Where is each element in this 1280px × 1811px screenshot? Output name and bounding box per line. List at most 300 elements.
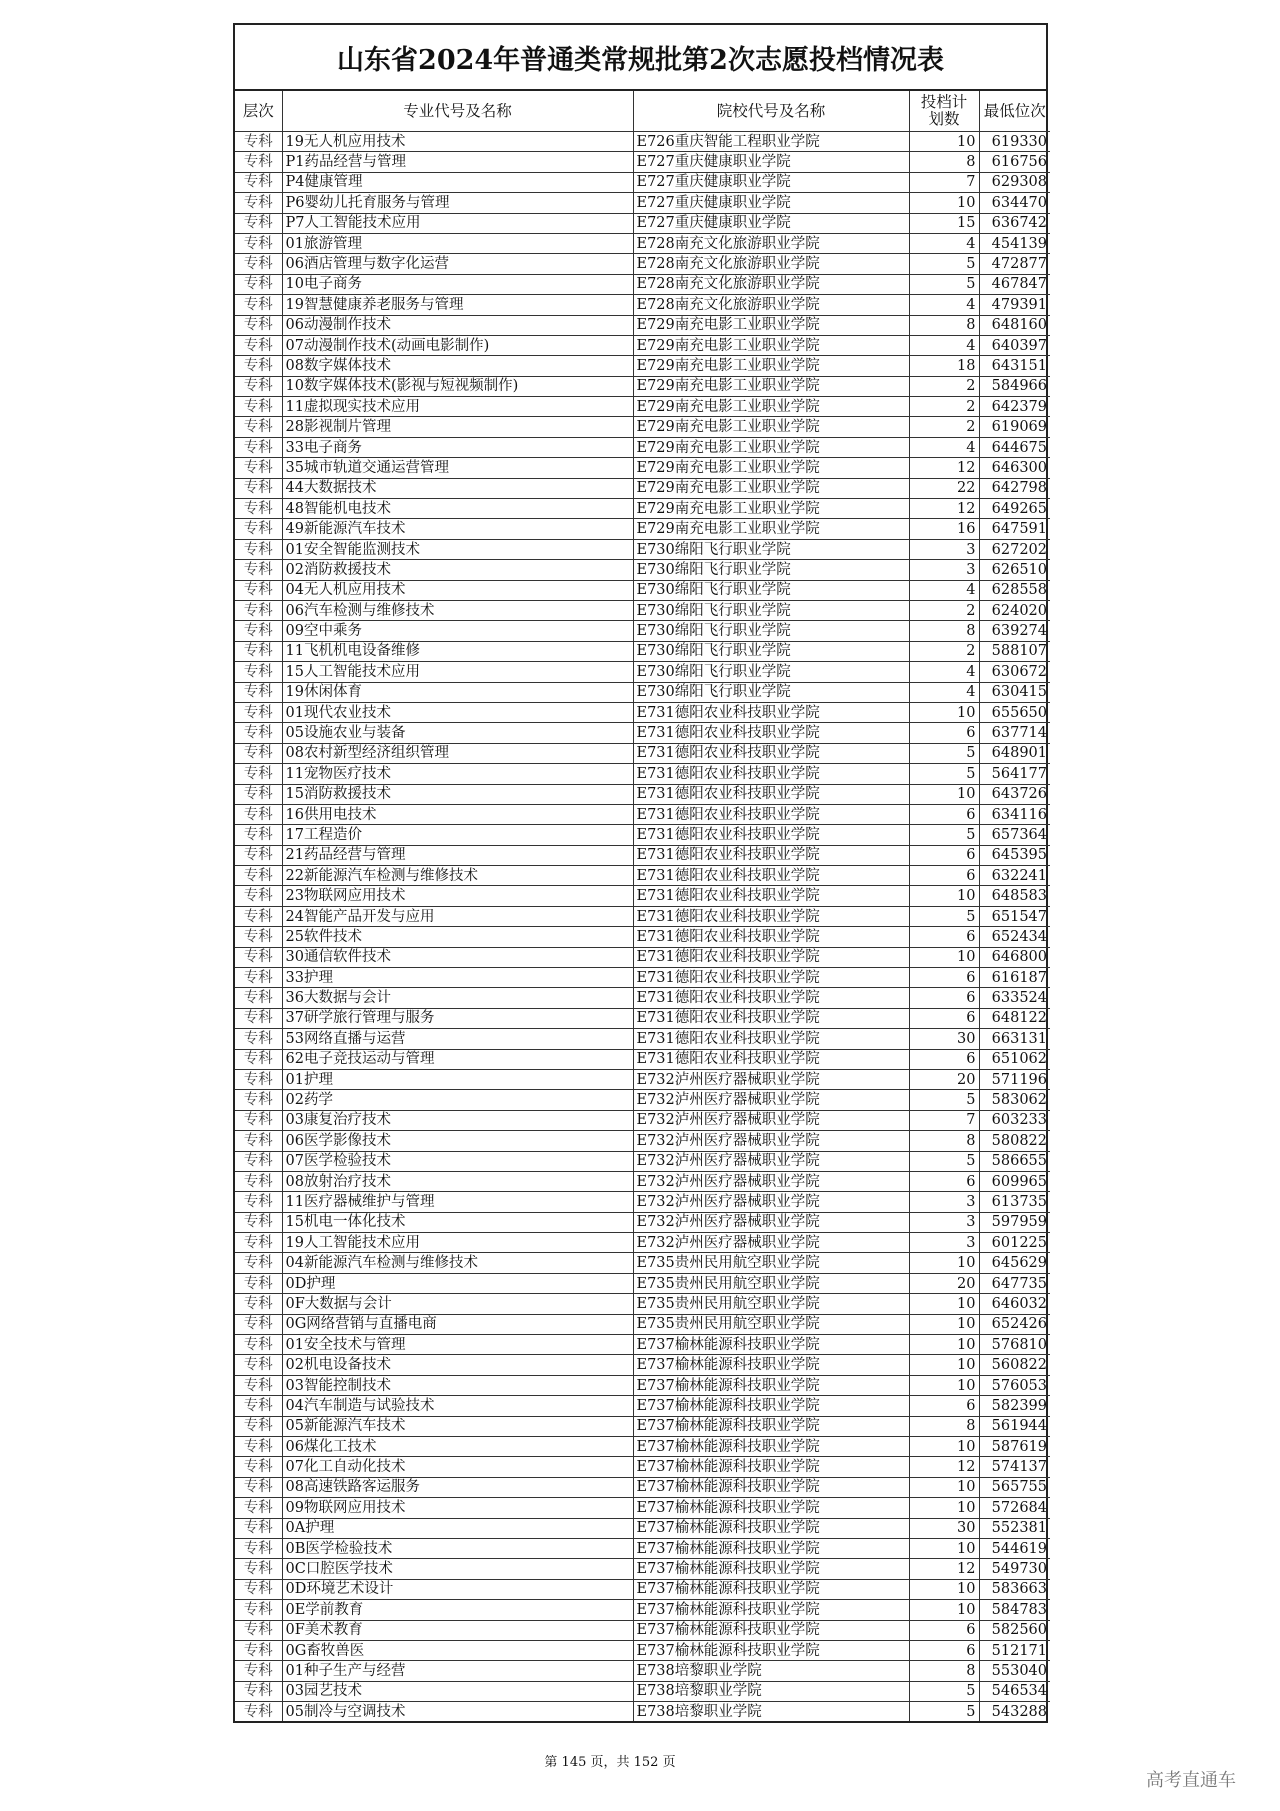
cell-level: 专科 bbox=[235, 1253, 282, 1273]
cell-rank: 633524 bbox=[979, 988, 1050, 1008]
cell-rank: 646300 bbox=[979, 458, 1050, 478]
cell-rank: 629308 bbox=[979, 172, 1050, 192]
table-row bbox=[235, 866, 1050, 886]
cell-rank: 454139 bbox=[979, 233, 1050, 253]
cell-school: E735贵州民用航空职业学院 bbox=[633, 1273, 909, 1293]
cell-school: E731德阳农业科技职业学院 bbox=[633, 845, 909, 865]
table-row bbox=[235, 335, 1050, 355]
cell-rank: 646800 bbox=[979, 947, 1050, 967]
cell-rank: 648160 bbox=[979, 315, 1050, 335]
cell-rank: 636742 bbox=[979, 213, 1050, 233]
cell-plan: 20 bbox=[909, 1069, 979, 1089]
cell-school: E730绵阳飞行职业学院 bbox=[633, 580, 909, 600]
cell-rank: 663131 bbox=[979, 1029, 1050, 1049]
cell-rank: 553040 bbox=[979, 1661, 1050, 1681]
table-row bbox=[235, 1600, 1050, 1620]
table-row bbox=[235, 988, 1050, 1008]
cell-level: 专科 bbox=[235, 519, 282, 539]
cell-school: E738培黎职业学院 bbox=[633, 1702, 909, 1722]
table-row bbox=[235, 723, 1050, 743]
table-row bbox=[235, 132, 1050, 152]
cell-level: 专科 bbox=[235, 1416, 282, 1436]
cell-plan: 10 bbox=[909, 1477, 979, 1497]
cell-level: 专科 bbox=[235, 335, 282, 355]
cell-level: 专科 bbox=[235, 295, 282, 315]
cell-plan: 10 bbox=[909, 1600, 979, 1620]
cell-major: 03康复治疗技术 bbox=[282, 1110, 633, 1130]
cell-plan: 12 bbox=[909, 1559, 979, 1579]
cell-plan: 12 bbox=[909, 499, 979, 519]
table-row bbox=[235, 458, 1050, 478]
cell-major: 11宠物医疗技术 bbox=[282, 764, 633, 784]
cell-rank: 584783 bbox=[979, 1600, 1050, 1620]
cell-level: 专科 bbox=[235, 641, 282, 661]
cell-plan: 6 bbox=[909, 1171, 979, 1191]
table-row bbox=[235, 1110, 1050, 1130]
cell-plan: 8 bbox=[909, 315, 979, 335]
cell-school: E737榆林能源科技职业学院 bbox=[633, 1375, 909, 1395]
cell-plan: 10 bbox=[909, 1314, 979, 1334]
cell-level: 专科 bbox=[235, 560, 282, 580]
cell-rank: 601225 bbox=[979, 1233, 1050, 1253]
cell-school: E737榆林能源科技职业学院 bbox=[633, 1538, 909, 1558]
cell-major: 33护理 bbox=[282, 968, 633, 988]
cell-rank: 624020 bbox=[979, 600, 1050, 620]
cell-major: 01现代农业技术 bbox=[282, 702, 633, 722]
cell-school: E730绵阳飞行职业学院 bbox=[633, 600, 909, 620]
table-row bbox=[235, 947, 1050, 967]
cell-major: 44大数据技术 bbox=[282, 478, 633, 498]
table-row bbox=[235, 193, 1050, 213]
cell-plan: 3 bbox=[909, 560, 979, 580]
table-row bbox=[235, 784, 1050, 804]
table-row bbox=[235, 825, 1050, 845]
cell-plan: 6 bbox=[909, 1049, 979, 1069]
cell-plan: 6 bbox=[909, 866, 979, 886]
cell-plan: 6 bbox=[909, 927, 979, 947]
header-plan-line2: 划数 bbox=[928, 110, 960, 128]
cell-level: 专科 bbox=[235, 764, 282, 784]
cell-school: E728南充文化旅游职业学院 bbox=[633, 254, 909, 274]
cell-level: 专科 bbox=[235, 682, 282, 702]
cell-level: 专科 bbox=[235, 376, 282, 396]
cell-major: 08放射治疗技术 bbox=[282, 1171, 633, 1191]
cell-rank: 582399 bbox=[979, 1396, 1050, 1416]
cell-plan: 10 bbox=[909, 1538, 979, 1558]
cell-rank: 639274 bbox=[979, 621, 1050, 641]
cell-school: E731德阳农业科技职业学院 bbox=[633, 723, 909, 743]
cell-level: 专科 bbox=[235, 254, 282, 274]
cell-level: 专科 bbox=[235, 947, 282, 967]
cell-major: 08农村新型经济组织管理 bbox=[282, 743, 633, 763]
table-row bbox=[235, 1640, 1050, 1660]
cell-school: E737榆林能源科技职业学院 bbox=[633, 1600, 909, 1620]
cell-school: E731德阳农业科技职业学院 bbox=[633, 1049, 909, 1069]
cell-level: 专科 bbox=[235, 1640, 282, 1660]
table-row bbox=[235, 1702, 1050, 1722]
cell-level: 专科 bbox=[235, 1131, 282, 1151]
cell-rank: 572684 bbox=[979, 1498, 1050, 1518]
cell-level: 专科 bbox=[235, 1600, 282, 1620]
cell-school: E729南充电影工业职业学院 bbox=[633, 315, 909, 335]
table-row bbox=[235, 1233, 1050, 1253]
table-row bbox=[235, 1416, 1050, 1436]
table-row bbox=[235, 764, 1050, 784]
cell-plan: 10 bbox=[909, 1579, 979, 1599]
cell-school: E738培黎职业学院 bbox=[633, 1661, 909, 1681]
table-row bbox=[235, 1192, 1050, 1212]
cell-plan: 10 bbox=[909, 132, 979, 152]
cell-major: 62电子竞技运动与管理 bbox=[282, 1049, 633, 1069]
cell-rank: 645395 bbox=[979, 845, 1050, 865]
table-row bbox=[235, 1131, 1050, 1151]
cell-level: 专科 bbox=[235, 621, 282, 641]
cell-major: 0D护理 bbox=[282, 1273, 633, 1293]
cell-major: 01护理 bbox=[282, 1069, 633, 1089]
cell-school: E731德阳农业科技职业学院 bbox=[633, 968, 909, 988]
cell-level: 专科 bbox=[235, 1233, 282, 1253]
cell-major: 24智能产品开发与应用 bbox=[282, 906, 633, 926]
cell-school: E737榆林能源科技职业学院 bbox=[633, 1620, 909, 1640]
cell-major: 09空中乘务 bbox=[282, 621, 633, 641]
cell-major: 0G畜牧兽医 bbox=[282, 1640, 633, 1660]
cell-rank: 544619 bbox=[979, 1538, 1050, 1558]
cell-major: 16供用电技术 bbox=[282, 804, 633, 824]
cell-major: 0B医学检验技术 bbox=[282, 1538, 633, 1558]
cell-level: 专科 bbox=[235, 1396, 282, 1416]
cell-plan: 3 bbox=[909, 1192, 979, 1212]
cell-major: 08数字媒体技术 bbox=[282, 356, 633, 376]
cell-level: 专科 bbox=[235, 1620, 282, 1640]
cell-school: E729南充电影工业职业学院 bbox=[633, 458, 909, 478]
table-row bbox=[235, 213, 1050, 233]
cell-plan: 5 bbox=[909, 1090, 979, 1110]
cell-major: 19智慧健康养老服务与管理 bbox=[282, 295, 633, 315]
table-row bbox=[235, 1294, 1050, 1314]
cell-level: 专科 bbox=[235, 1192, 282, 1212]
cell-plan: 10 bbox=[909, 1355, 979, 1375]
cell-plan: 6 bbox=[909, 1640, 979, 1660]
cell-plan: 10 bbox=[909, 1335, 979, 1355]
cell-major: 0A护理 bbox=[282, 1518, 633, 1538]
cell-major: 05设施农业与装备 bbox=[282, 723, 633, 743]
table-row bbox=[235, 1171, 1050, 1191]
cell-school: E737榆林能源科技职业学院 bbox=[633, 1559, 909, 1579]
cell-plan: 6 bbox=[909, 723, 979, 743]
table-row bbox=[235, 1069, 1050, 1089]
table-row bbox=[235, 499, 1050, 519]
table-row bbox=[235, 1049, 1050, 1069]
cell-major: 04新能源汽车检测与维修技术 bbox=[282, 1253, 633, 1273]
cell-major: 06动漫制作技术 bbox=[282, 315, 633, 335]
cell-plan: 12 bbox=[909, 1457, 979, 1477]
admission-table bbox=[235, 91, 1050, 1721]
cell-plan: 15 bbox=[909, 213, 979, 233]
cell-major: P6婴幼儿托育服务与管理 bbox=[282, 193, 633, 213]
cell-school: E737榆林能源科技职业学院 bbox=[633, 1437, 909, 1457]
cell-plan: 4 bbox=[909, 295, 979, 315]
table-row bbox=[235, 1029, 1050, 1049]
cell-major: 21药品经营与管理 bbox=[282, 845, 633, 865]
cell-level: 专科 bbox=[235, 1294, 282, 1314]
table-row bbox=[235, 1681, 1050, 1701]
cell-school: E737榆林能源科技职业学院 bbox=[633, 1640, 909, 1660]
cell-school: E735贵州民用航空职业学院 bbox=[633, 1294, 909, 1314]
cell-school: E730绵阳飞行职业学院 bbox=[633, 641, 909, 661]
cell-plan: 2 bbox=[909, 641, 979, 661]
cell-plan: 10 bbox=[909, 702, 979, 722]
cell-major: 28影视制片管理 bbox=[282, 417, 633, 437]
table-row bbox=[235, 886, 1050, 906]
cell-plan: 10 bbox=[909, 1375, 979, 1395]
cell-level: 专科 bbox=[235, 1151, 282, 1171]
cell-level: 专科 bbox=[235, 968, 282, 988]
cell-major: 06医学影像技术 bbox=[282, 1131, 633, 1151]
cell-level: 专科 bbox=[235, 600, 282, 620]
cell-school: E731德阳农业科技职业学院 bbox=[633, 1008, 909, 1028]
cell-major: 07动漫制作技术(动画电影制作) bbox=[282, 335, 633, 355]
cell-school: E732泸州医疗器械职业学院 bbox=[633, 1110, 909, 1130]
cell-rank: 583062 bbox=[979, 1090, 1050, 1110]
cell-major: 15人工智能技术应用 bbox=[282, 662, 633, 682]
cell-rank: 643726 bbox=[979, 784, 1050, 804]
cell-level: 专科 bbox=[235, 580, 282, 600]
cell-rank: 613735 bbox=[979, 1192, 1050, 1212]
cell-level: 专科 bbox=[235, 1090, 282, 1110]
cell-rank: 587619 bbox=[979, 1437, 1050, 1457]
cell-plan: 6 bbox=[909, 1620, 979, 1640]
page-footer bbox=[0, 1751, 1280, 1770]
cell-major: 10电子商务 bbox=[282, 274, 633, 294]
cell-level: 专科 bbox=[235, 804, 282, 824]
cell-rank: 645629 bbox=[979, 1253, 1050, 1273]
cell-plan: 4 bbox=[909, 335, 979, 355]
cell-school: E732泸州医疗器械职业学院 bbox=[633, 1233, 909, 1253]
cell-plan: 10 bbox=[909, 784, 979, 804]
table-row bbox=[235, 682, 1050, 702]
cell-major: 30通信软件技术 bbox=[282, 947, 633, 967]
cell-school: E732泸州医疗器械职业学院 bbox=[633, 1131, 909, 1151]
cell-major: 0E学前教育 bbox=[282, 1600, 633, 1620]
table-row bbox=[235, 539, 1050, 559]
cell-major: 01安全智能监测技术 bbox=[282, 539, 633, 559]
cell-level: 专科 bbox=[235, 1008, 282, 1028]
cell-rank: 571196 bbox=[979, 1069, 1050, 1089]
cell-rank: 648583 bbox=[979, 886, 1050, 906]
cell-level: 专科 bbox=[235, 1069, 282, 1089]
table-row bbox=[235, 804, 1050, 824]
cell-plan: 3 bbox=[909, 1212, 979, 1232]
cell-level: 专科 bbox=[235, 825, 282, 845]
cell-level: 专科 bbox=[235, 723, 282, 743]
header-major: 专业代号及名称 bbox=[282, 91, 633, 132]
cell-major: 15机电一体化技术 bbox=[282, 1212, 633, 1232]
cell-school: E731德阳农业科技职业学院 bbox=[633, 702, 909, 722]
cell-rank: 648122 bbox=[979, 1008, 1050, 1028]
cell-major: 08高速铁路客运服务 bbox=[282, 1477, 633, 1497]
cell-plan: 8 bbox=[909, 1416, 979, 1436]
cell-major: 03智能控制技术 bbox=[282, 1375, 633, 1395]
cell-rank: 564177 bbox=[979, 764, 1050, 784]
cell-rank: 479391 bbox=[979, 295, 1050, 315]
cell-plan: 3 bbox=[909, 539, 979, 559]
table-row bbox=[235, 1355, 1050, 1375]
table-row bbox=[235, 1538, 1050, 1558]
table-row bbox=[235, 662, 1050, 682]
cell-rank: 634470 bbox=[979, 193, 1050, 213]
cell-rank: 630672 bbox=[979, 662, 1050, 682]
cell-level: 专科 bbox=[235, 233, 282, 253]
cell-school: E729南充电影工业职业学院 bbox=[633, 397, 909, 417]
cell-plan: 30 bbox=[909, 1518, 979, 1538]
cell-school: E730绵阳飞行职业学院 bbox=[633, 682, 909, 702]
table-row bbox=[235, 621, 1050, 641]
table-row bbox=[235, 1559, 1050, 1579]
cell-major: 10数字媒体技术(影视与短视频制作) bbox=[282, 376, 633, 396]
cell-level: 专科 bbox=[235, 866, 282, 886]
cell-school: E737榆林能源科技职业学院 bbox=[633, 1518, 909, 1538]
cell-rank: 652434 bbox=[979, 927, 1050, 947]
cell-level: 专科 bbox=[235, 356, 282, 376]
header-level: 层次 bbox=[235, 91, 282, 132]
cell-plan: 6 bbox=[909, 1396, 979, 1416]
cell-rank: 655650 bbox=[979, 702, 1050, 722]
cell-plan: 7 bbox=[909, 172, 979, 192]
cell-plan: 8 bbox=[909, 621, 979, 641]
cell-plan: 20 bbox=[909, 1273, 979, 1293]
cell-school: E726重庆智能工程职业学院 bbox=[633, 132, 909, 152]
cell-major: 0F大数据与会计 bbox=[282, 1294, 633, 1314]
cell-rank: 640397 bbox=[979, 335, 1050, 355]
cell-rank: 648901 bbox=[979, 743, 1050, 763]
table-row bbox=[235, 1661, 1050, 1681]
table-row bbox=[235, 560, 1050, 580]
cell-major: 23物联网应用技术 bbox=[282, 886, 633, 906]
cell-school: E731德阳农业科技职业学院 bbox=[633, 927, 909, 947]
cell-major: 15消防救援技术 bbox=[282, 784, 633, 804]
table-row bbox=[235, 927, 1050, 947]
cell-major: 25软件技术 bbox=[282, 927, 633, 947]
cell-level: 专科 bbox=[235, 1681, 282, 1701]
cell-rank: 637714 bbox=[979, 723, 1050, 743]
cell-school: E738培黎职业学院 bbox=[633, 1681, 909, 1701]
cell-level: 专科 bbox=[235, 1702, 282, 1722]
cell-level: 专科 bbox=[235, 743, 282, 763]
cell-school: E732泸州医疗器械职业学院 bbox=[633, 1192, 909, 1212]
cell-major: 36大数据与会计 bbox=[282, 988, 633, 1008]
cell-level: 专科 bbox=[235, 1049, 282, 1069]
cell-level: 专科 bbox=[235, 1457, 282, 1477]
cell-school: E735贵州民用航空职业学院 bbox=[633, 1314, 909, 1334]
cell-school: E732泸州医疗器械职业学院 bbox=[633, 1171, 909, 1191]
cell-level: 专科 bbox=[235, 1559, 282, 1579]
cell-school: E729南充电影工业职业学院 bbox=[633, 437, 909, 457]
table-row bbox=[235, 295, 1050, 315]
cell-school: E730绵阳飞行职业学院 bbox=[633, 539, 909, 559]
table-row bbox=[235, 1212, 1050, 1232]
cell-plan: 5 bbox=[909, 764, 979, 784]
cell-major: 22新能源汽车检测与维修技术 bbox=[282, 866, 633, 886]
table-row bbox=[235, 845, 1050, 865]
cell-plan: 8 bbox=[909, 152, 979, 172]
cell-plan: 6 bbox=[909, 968, 979, 988]
table-row bbox=[235, 1375, 1050, 1395]
cell-plan: 10 bbox=[909, 1437, 979, 1457]
cell-level: 专科 bbox=[235, 1477, 282, 1497]
table-row bbox=[235, 1498, 1050, 1518]
cell-rank: 647591 bbox=[979, 519, 1050, 539]
table-row bbox=[235, 519, 1050, 539]
cell-major: 07医学检验技术 bbox=[282, 1151, 633, 1171]
cell-plan: 5 bbox=[909, 274, 979, 294]
table-row bbox=[235, 1008, 1050, 1028]
cell-plan: 7 bbox=[909, 1110, 979, 1130]
cell-rank: 584966 bbox=[979, 376, 1050, 396]
cell-level: 专科 bbox=[235, 927, 282, 947]
cell-major: 35城市轨道交通运营管理 bbox=[282, 458, 633, 478]
cell-major: 06汽车检测与维修技术 bbox=[282, 600, 633, 620]
cell-school: E731德阳农业科技职业学院 bbox=[633, 743, 909, 763]
cell-level: 专科 bbox=[235, 172, 282, 192]
cell-major: 33电子商务 bbox=[282, 437, 633, 457]
cell-major: 37研学旅行管理与服务 bbox=[282, 1008, 633, 1028]
cell-major: 02机电设备技术 bbox=[282, 1355, 633, 1375]
cell-rank: 646032 bbox=[979, 1294, 1050, 1314]
cell-plan: 10 bbox=[909, 193, 979, 213]
table-row bbox=[235, 1579, 1050, 1599]
cell-school: E729南充电影工业职业学院 bbox=[633, 478, 909, 498]
cell-rank: 634116 bbox=[979, 804, 1050, 824]
cell-school: E729南充电影工业职业学院 bbox=[633, 335, 909, 355]
cell-school: E727重庆健康职业学院 bbox=[633, 213, 909, 233]
cell-school: E732泸州医疗器械职业学院 bbox=[633, 1212, 909, 1232]
table-row bbox=[235, 1335, 1050, 1355]
cell-plan: 2 bbox=[909, 600, 979, 620]
cell-plan: 5 bbox=[909, 1702, 979, 1722]
cell-school: E737榆林能源科技职业学院 bbox=[633, 1579, 909, 1599]
cell-major: 17工程造价 bbox=[282, 825, 633, 845]
cell-plan: 10 bbox=[909, 1253, 979, 1273]
cell-school: E727重庆健康职业学院 bbox=[633, 193, 909, 213]
cell-level: 专科 bbox=[235, 1518, 282, 1538]
header-plan-line1: 投档计 bbox=[920, 93, 968, 111]
cell-rank: 628558 bbox=[979, 580, 1050, 600]
cell-major: 04汽车制造与试验技术 bbox=[282, 1396, 633, 1416]
cell-major: 03园艺技术 bbox=[282, 1681, 633, 1701]
cell-plan: 4 bbox=[909, 682, 979, 702]
cell-plan: 2 bbox=[909, 376, 979, 396]
cell-plan: 10 bbox=[909, 1498, 979, 1518]
cell-school: E727重庆健康职业学院 bbox=[633, 152, 909, 172]
cell-major: 19人工智能技术应用 bbox=[282, 1233, 633, 1253]
cell-plan: 16 bbox=[909, 519, 979, 539]
admission-table-sheet bbox=[233, 23, 1048, 1723]
table-row bbox=[235, 254, 1050, 274]
cell-level: 专科 bbox=[235, 1110, 282, 1130]
cell-school: E728南充文化旅游职业学院 bbox=[633, 295, 909, 315]
cell-school: E731德阳农业科技职业学院 bbox=[633, 886, 909, 906]
cell-school: E729南充电影工业职业学院 bbox=[633, 519, 909, 539]
cell-level: 专科 bbox=[235, 1314, 282, 1334]
cell-school: E731德阳农业科技职业学院 bbox=[633, 1029, 909, 1049]
table-row bbox=[235, 315, 1050, 335]
cell-major: 05新能源汽车技术 bbox=[282, 1416, 633, 1436]
cell-major: 0D环境艺术设计 bbox=[282, 1579, 633, 1599]
cell-major: 01种子生产与经营 bbox=[282, 1661, 633, 1681]
cell-rank: 627202 bbox=[979, 539, 1050, 559]
cell-rank: 642798 bbox=[979, 478, 1050, 498]
table-row bbox=[235, 702, 1050, 722]
